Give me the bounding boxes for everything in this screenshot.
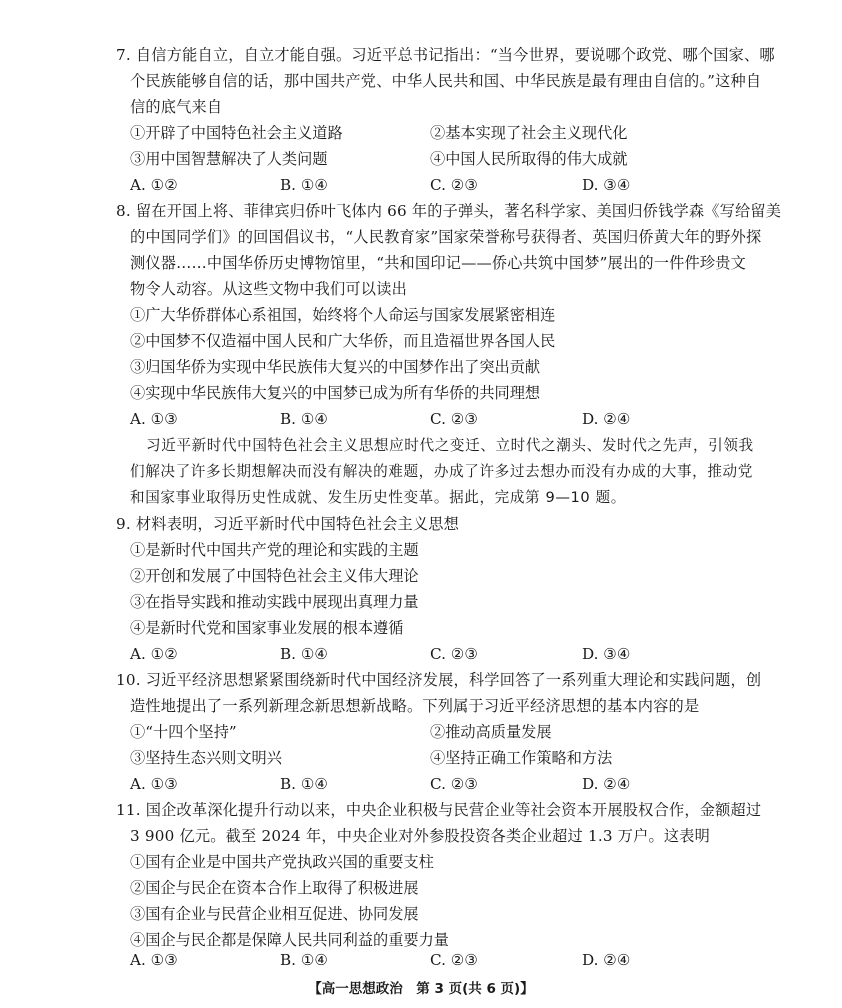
q10-choice-c: C. ②③ bbox=[430, 775, 478, 793]
q9-choice-b: B. ①④ bbox=[280, 645, 329, 663]
q7-item-2: ②基本实现了社会主义现代化 bbox=[430, 124, 628, 142]
q8-choice-b: B. ①④ bbox=[280, 410, 329, 428]
material-line-1: 习近平新时代中国特色社会主义思想应时代之变迁、立时代之潮头、发时代之先声，引领我 bbox=[146, 437, 754, 454]
q8-stem-line-2: 的中国同学们》的回国倡议书，“人民教育家”国家荣誉称号获得者、英国归侨黄大年的野外探 bbox=[130, 228, 762, 246]
q8-item-1: ①广大华侨群体心系祖国，始终将个人命运与国家发展紧密相连 bbox=[130, 306, 556, 324]
q11-choice-b: B. ①④ bbox=[280, 951, 329, 969]
q10-item-2: ②推动高质量发展 bbox=[430, 723, 552, 741]
q10-choice-d: D. ②④ bbox=[582, 775, 631, 793]
q10-item-1: ①“十四个坚持” bbox=[130, 723, 237, 741]
q10-item-4: ④坚持正确工作策略和方法 bbox=[430, 749, 613, 767]
q7-item-1: ①开辟了中国特色社会主义道路 bbox=[130, 124, 343, 142]
material-line-2: 们解决了许多长期想解决而没有解决的难题，办成了许多过去想办而没有办成的大事，推动党 bbox=[130, 463, 753, 480]
q7-item-4: ④中国人民所取得的伟大成就 bbox=[430, 150, 628, 168]
q8-item-3: ③归国华侨为实现中华民族伟大复兴的中国梦作出了突出贡献 bbox=[130, 358, 541, 376]
q10-choice-a: A. ①③ bbox=[130, 775, 178, 793]
q11-item-3: ③国有企业与民营企业相互促进、协同发展 bbox=[130, 905, 419, 923]
q9-item-4: ④是新时代党和国家事业发展的根本遵循 bbox=[130, 619, 404, 637]
q11-item-1: ①国有企业是中国共产党执政兴国的重要支柱 bbox=[130, 853, 434, 871]
q8-stem-line-1: 8. 留在开国上将、菲律宾归侨叶飞体内 66 年的子弹头，著名科学家、美国归侨钱学森《写给留美 bbox=[116, 202, 782, 220]
q9-choice-a: A. ①② bbox=[130, 645, 178, 663]
q8-stem-line-3: 测仪器……中国华侨历史博物馆里，“共和国印记——侨心共筑中国梦”展出的一件件珍贵文 bbox=[130, 254, 747, 272]
q11-item-2: ②国企与民企在资本合作上取得了积极进展 bbox=[130, 879, 419, 897]
q8-choice-a: A. ①③ bbox=[130, 410, 178, 428]
q10-choice-b: B. ①④ bbox=[280, 775, 329, 793]
q9-item-3: ③在指导实践和推动实践中展现出真理力量 bbox=[130, 593, 419, 611]
q7-choice-c: C. ②③ bbox=[430, 176, 478, 194]
q8-stem-line-4: 物令人动容。从这些文物中我们可以读出 bbox=[130, 280, 407, 298]
q11-stem-line-2: 3 900 亿元。截至 2024 年，中央企业对外参股投资各类企业超过 1.3 万户。这表明 bbox=[130, 827, 711, 845]
page-footer: 【高一思想政治 第 3 页(共 6 页)】 bbox=[308, 981, 534, 997]
q11-choice-c: C. ②③ bbox=[430, 951, 478, 969]
q7-stem-line-1: 7. 自信方能自立，自立才能自强。习近平总书记指出：“当今世界，要说哪个政党、哪个国家、哪 bbox=[116, 46, 775, 64]
q7-item-3: ③用中国智慧解决了人类问题 bbox=[130, 150, 328, 168]
q9-stem-line-1: 9. 材料表明，习近平新时代中国特色社会主义思想 bbox=[116, 515, 460, 533]
q7-stem-line-3: 信的底气来自 bbox=[130, 98, 223, 116]
q8-item-4: ④实现中华民族伟大复兴的中国梦已成为所有华侨的共同理想 bbox=[130, 384, 541, 402]
q10-item-3: ③坚持生态兴则文明兴 bbox=[130, 749, 282, 767]
q8-item-2: ②中国梦不仅造福中国人民和广大华侨，而且造福世界各国人民 bbox=[130, 332, 556, 350]
q11-stem-line-1: 11. 国企改革深化提升行动以来，中央企业积极与民营企业等社会资本开展股权合作，金额超过 bbox=[116, 801, 762, 819]
q8-choice-d: D. ②④ bbox=[582, 410, 631, 428]
q9-choice-c: C. ②③ bbox=[430, 645, 478, 663]
q9-choice-d: D. ③④ bbox=[582, 645, 631, 663]
q7-choice-d: D. ③④ bbox=[582, 176, 631, 194]
q10-stem-line-1: 10. 习近平经济思想紧紧围绕新时代中国经济发展，科学回答了一系列重大理论和实践问题，创 bbox=[116, 671, 762, 689]
q11-choice-d: D. ②④ bbox=[582, 951, 631, 969]
q7-choice-b: B. ①④ bbox=[280, 176, 329, 194]
q9-item-2: ②开创和发展了中国特色社会主义伟大理论 bbox=[130, 567, 419, 585]
q10-stem-line-2: 造性地提出了一系列新理念新思想新战略。下列属于习近平经济思想的基本内容的是 bbox=[130, 697, 700, 715]
q11-choice-a: A. ①③ bbox=[130, 951, 178, 969]
q9-item-1: ①是新时代中国共产党的理论和实践的主题 bbox=[130, 541, 419, 559]
q11-item-4: ④国企与民企都是保障人民共同利益的重要力量 bbox=[130, 931, 449, 949]
q8-choice-c: C. ②③ bbox=[430, 410, 478, 428]
material-line-3: 和国家事业取得历史性成就、发生历史性变革。据此，完成第 9—10 题。 bbox=[130, 489, 626, 506]
q7-choice-a: A. ①② bbox=[130, 176, 178, 194]
q7-stem-line-2: 个民族能够自信的话，那中国共产党、中华人民共和国、中华民族是最有理由自信的。”这种自 bbox=[130, 72, 762, 90]
